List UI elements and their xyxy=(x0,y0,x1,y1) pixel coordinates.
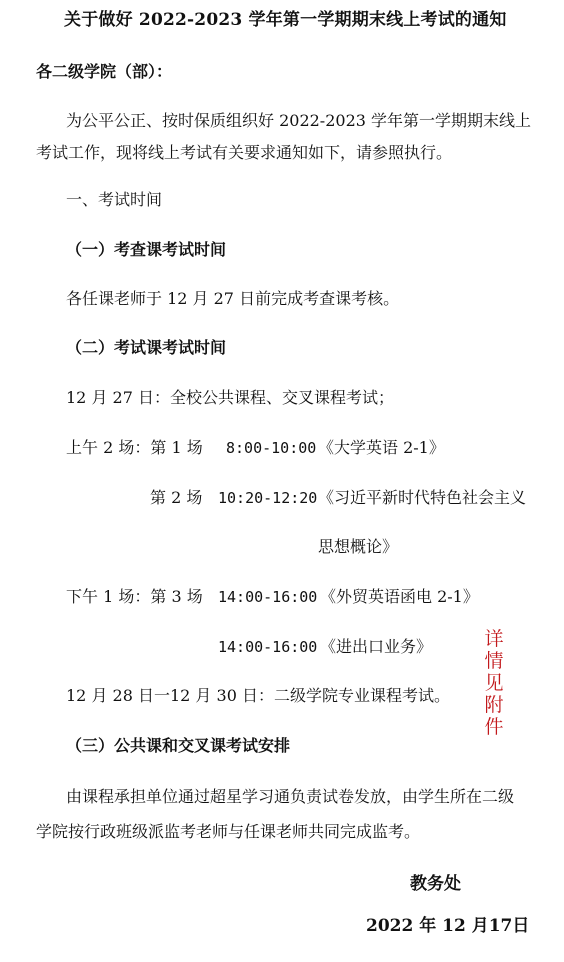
morning-session-2-course-cont: 思想概论》 xyxy=(318,537,399,556)
signature-office: 教务处 xyxy=(410,874,461,894)
morning-session-1-time: 8:00-10:00 xyxy=(226,439,317,457)
morning-session-2-course: 《习近平新时代特色社会主义 xyxy=(318,488,527,507)
subsection-2-heading: （二）考试课考试时间 xyxy=(66,338,227,357)
section-1-heading: 一、考试时间 xyxy=(66,190,163,209)
afternoon-time-2: 14:00-16:00 xyxy=(218,638,318,656)
notice-title: 关于做好 2022-2023 学年第一学期期末线上考试的通知 xyxy=(64,10,507,30)
morning-session-2-time: 10:20-12:20 xyxy=(218,489,318,507)
intro-line-1: 为公平公正、按时保质组织好 2022-2023 学年第一学期期末线上 xyxy=(66,111,532,130)
dec-27-line: 12 月 27 日：全校公共课程、交叉课程考试； xyxy=(66,388,394,407)
morning-session-2-label: 第 2 场 xyxy=(150,488,203,507)
afternoon-course-2: 《进出口业务》 xyxy=(320,637,433,656)
dec-28-30-line: 12 月 28 日一12 月 30 日：二级学院专业课程考试。 xyxy=(66,686,450,705)
subsection-3-heading: （三）公共课和交叉课考试安排 xyxy=(66,736,291,755)
intro-line-2: 考试工作，现将线上考试有关要求通知如下，请参照执行。 xyxy=(36,143,453,162)
afternoon-course-1: 《外贸英语函电 2-1》 xyxy=(320,587,479,606)
morning-session-1-course: 《大学英语 2-1》 xyxy=(318,438,445,457)
subsection-1-heading: （一）考查课考试时间 xyxy=(66,240,227,259)
subsection-1-text: 各任课老师于 12 月 27 日前完成考查课考核。 xyxy=(66,289,400,308)
afternoon-time-1: 14:00-16:00 xyxy=(218,588,318,606)
see-attachment-note: 详情见附件 xyxy=(484,628,504,738)
notice-date: 2022 年 12 月17日 xyxy=(366,916,530,936)
subsection-3-line-1: 由课程承担单位通过超星学习通负责试卷发放，由学生所在二级 xyxy=(66,787,515,806)
subsection-3-line-2: 学院按行政班级派监考老师与任课老师共同完成监考。 xyxy=(36,822,421,841)
afternoon-label: 下午 1 场：第 3 场 xyxy=(66,587,203,606)
addressee: 各二级学院（部）： xyxy=(36,62,173,81)
morning-label: 上午 2 场：第 1 场 xyxy=(66,438,203,457)
